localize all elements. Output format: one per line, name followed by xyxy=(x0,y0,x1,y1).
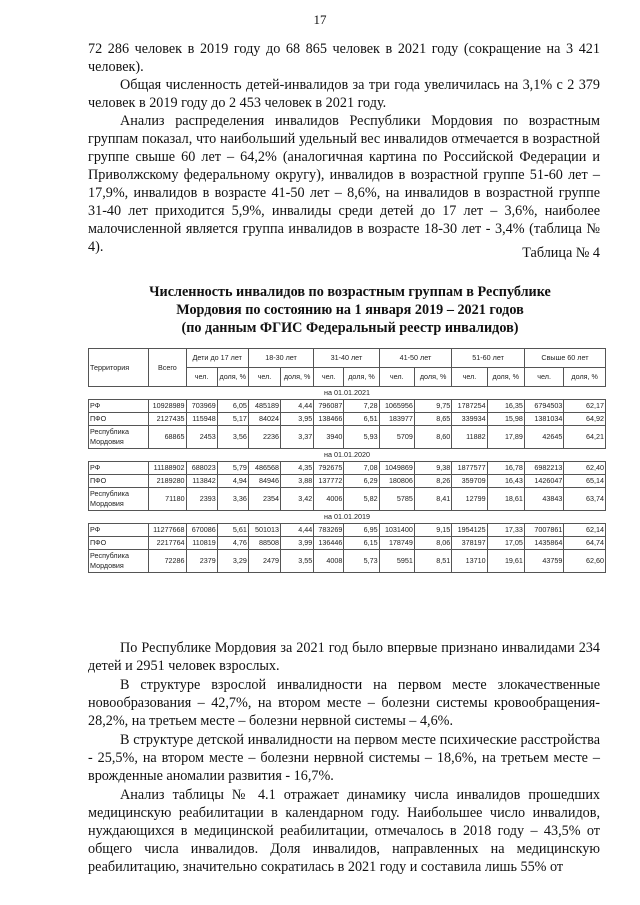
cell: 64,74 xyxy=(564,537,606,550)
paragraph-adult-structure: В структуре взрослой инвалидности на первом месте злокачественные новообразования – 42,7%, на втором месте – болезни системы кровообращения- 28,2%, на третьем месте – болезни нервной системы – 4,6%. xyxy=(88,677,600,729)
disability-age-table xyxy=(88,348,606,573)
cell: 16,35 xyxy=(487,400,524,413)
cell: 13710 xyxy=(452,550,487,573)
cell: 5709 xyxy=(379,426,414,449)
cell: 3,99 xyxy=(281,537,314,550)
cell: 1049869 xyxy=(379,462,414,475)
cell: 6982213 xyxy=(524,462,563,475)
cell: 43759 xyxy=(524,550,563,573)
cell-territory: ПФО xyxy=(89,537,149,550)
cell: 42645 xyxy=(524,426,563,449)
cell: 3,29 xyxy=(217,550,248,573)
page-number: 17 xyxy=(313,12,327,27)
cell: 6794503 xyxy=(524,400,563,413)
paragraph-rehabilitation: Анализ таблицы № 4.1 отражает динамику числа инвалидов прошедших медицинскую реабилитации в календарном году. Наибольшее число инвалидов, нуждающихся в медицинской реабилитации, отмечалось в 2018 году – 43,5% от общего числа инвалидов. Доля инвалидов, направленных на медицинскую реабилитацию, значительно сократилась в 2021 году и составила лишь 55% от xyxy=(88,787,600,875)
cell: 5,82 xyxy=(344,488,379,511)
cell-total: 2127435 xyxy=(149,413,186,426)
cell: 17,33 xyxy=(487,524,524,537)
cell: 62,60 xyxy=(564,550,606,573)
cell: 6,95 xyxy=(344,524,379,537)
cell: 796087 xyxy=(314,400,344,413)
subheader-count: чел. xyxy=(452,368,487,387)
paragraph-first-disability: По Республике Мордовия за 2021 год было впервые признано инвалидами 234 детей и 2951 человек взрослых. xyxy=(88,640,600,674)
cell: 4,76 xyxy=(217,537,248,550)
paragraph-age-analysis: Анализ распределения инвалидов Республики Мордовия по возрастным группам показал, что наибольший удельный вес инвалидов отмечается в возрастной группе свыше 60 лет – 64,2% (аналогичная картина по Российской Федерации и Приволжскому федеральному округу), инвалидов в возрастной группе 51-60 лет – 17,9%, инвалидов в возрасте 41-50 лет – 8,6%, на инвалидов в возрастной группе 31-40 лет приходится 5,9%, инвалиды среди детей до 17 лет – 3,6%, наиболее малочисленной является группа инвалидов в возрасте 18-30 лет - 3,4% (таблица № 4). xyxy=(88,113,600,255)
cell: 88508 xyxy=(248,537,280,550)
table-title-line-3: (по данным ФГИС Федеральный реестр инвалидов) xyxy=(181,320,519,336)
cell-territory: РФ xyxy=(89,524,149,537)
cell: 18,61 xyxy=(487,488,524,511)
header-group-41-50: 41-50 лет xyxy=(379,349,452,368)
cell: 3,55 xyxy=(281,550,314,573)
paragraph-child-structure: В структуре детской инвалидности на первом месте психические расстройства - 25,5%, на втором месте – болезни нервной системы – 18,6%, на третьем месте – врожденные аномалии развития - 16,7%. xyxy=(88,732,600,784)
cell: 138466 xyxy=(314,413,344,426)
cell: 6,51 xyxy=(344,413,379,426)
cell: 183977 xyxy=(379,413,414,426)
cell: 62,14 xyxy=(564,524,606,537)
cell: 16,78 xyxy=(487,462,524,475)
cell: 5,73 xyxy=(344,550,379,573)
subheader-share: доля, % xyxy=(564,368,606,387)
cell: 9,38 xyxy=(414,462,451,475)
cell: 501013 xyxy=(248,524,280,537)
cell: 5951 xyxy=(379,550,414,573)
cell: 1954125 xyxy=(452,524,487,537)
subheader-count: чел. xyxy=(248,368,280,387)
cell: 3940 xyxy=(314,426,344,449)
subheader-share: доля, % xyxy=(487,368,524,387)
cell: 688023 xyxy=(186,462,217,475)
cell: 3,56 xyxy=(217,426,248,449)
cell: 4,35 xyxy=(281,462,314,475)
subheader-count: чел. xyxy=(314,368,344,387)
cell: 4,44 xyxy=(281,524,314,537)
subheader-count: чел. xyxy=(186,368,217,387)
cell: 3,95 xyxy=(281,413,314,426)
table-row xyxy=(89,537,606,550)
cell: 2379 xyxy=(186,550,217,573)
cell: 670086 xyxy=(186,524,217,537)
cell: 6,29 xyxy=(344,475,379,488)
cell: 8,51 xyxy=(414,550,451,573)
header-group-18-30: 18-30 лет xyxy=(248,349,313,368)
cell: 17,89 xyxy=(487,426,524,449)
cell: 3,42 xyxy=(281,488,314,511)
cell: 1435864 xyxy=(524,537,563,550)
table-row xyxy=(89,462,606,475)
cell: 178749 xyxy=(379,537,414,550)
cell: 43843 xyxy=(524,488,563,511)
cell: 8,60 xyxy=(414,426,451,449)
cell: 7007861 xyxy=(524,524,563,537)
cell: 4008 xyxy=(314,550,344,573)
cell: 5,17 xyxy=(217,413,248,426)
cell: 19,61 xyxy=(487,550,524,573)
table-row xyxy=(89,426,606,449)
cell: 5,61 xyxy=(217,524,248,537)
cell: 65,14 xyxy=(564,475,606,488)
cell: 5,93 xyxy=(344,426,379,449)
cell: 12799 xyxy=(452,488,487,511)
cell: 2453 xyxy=(186,426,217,449)
table-title-line-1: Численность инвалидов по возрастным группам в Республике xyxy=(149,284,551,300)
header-group-over-60: Свыше 60 лет xyxy=(524,349,605,368)
cell: 3,37 xyxy=(281,426,314,449)
cell-total: 71180 xyxy=(149,488,186,511)
subheader-share: доля, % xyxy=(344,368,379,387)
cell-total: 68865 xyxy=(149,426,186,449)
cell-territory: Республика Мордовия xyxy=(89,488,149,511)
table-row xyxy=(89,524,606,537)
cell: 378197 xyxy=(452,537,487,550)
cell: 1426047 xyxy=(524,475,563,488)
cell: 7,08 xyxy=(344,462,379,475)
header-group-children: Дети до 17 лет xyxy=(186,349,248,368)
cell: 1381034 xyxy=(524,413,563,426)
cell: 7,28 xyxy=(344,400,379,413)
cell: 1065956 xyxy=(379,400,414,413)
cell-total: 10928989 xyxy=(149,400,186,413)
cell: 4,94 xyxy=(217,475,248,488)
header-group-51-60: 51-60 лет xyxy=(452,349,525,368)
cell: 3,36 xyxy=(217,488,248,511)
paragraph-reduction: 72 286 человек в 2019 году до 68 865 человек в 2021 году (сокращение на 3 421 человек). xyxy=(88,41,600,75)
cell: 63,74 xyxy=(564,488,606,511)
cell: 783269 xyxy=(314,524,344,537)
year-row-2019: на 01.01.2019 xyxy=(89,511,606,524)
cell: 339934 xyxy=(452,413,487,426)
header-group-31-40: 31-40 лет xyxy=(314,349,379,368)
cell: 6,05 xyxy=(217,400,248,413)
subheader-share: доля, % xyxy=(217,368,248,387)
cell: 5785 xyxy=(379,488,414,511)
cell: 9,15 xyxy=(414,524,451,537)
cell-total: 11188902 xyxy=(149,462,186,475)
cell: 9,75 xyxy=(414,400,451,413)
subheader-count: чел. xyxy=(379,368,414,387)
cell: 1877577 xyxy=(452,462,487,475)
cell: 3,88 xyxy=(281,475,314,488)
cell-territory: РФ xyxy=(89,400,149,413)
table-title-line-2: Мордовия по состоянию на 1 января 2019 – 2021 годов xyxy=(176,302,524,318)
cell: 2236 xyxy=(248,426,280,449)
cell: 84946 xyxy=(248,475,280,488)
cell: 8,26 xyxy=(414,475,451,488)
year-row-2021: на 01.01.2021 xyxy=(89,387,606,400)
year-row-2020: на 01.01.2020 xyxy=(89,449,606,462)
cell: 16,43 xyxy=(487,475,524,488)
cell: 2393 xyxy=(186,488,217,511)
cell-total: 2217764 xyxy=(149,537,186,550)
cell: 137772 xyxy=(314,475,344,488)
table-row xyxy=(89,550,606,573)
cell-total: 72286 xyxy=(149,550,186,573)
cell: 1031400 xyxy=(379,524,414,537)
cell: 4006 xyxy=(314,488,344,511)
header-total: Всего xyxy=(149,349,186,387)
cell: 62,40 xyxy=(564,462,606,475)
cell: 5,79 xyxy=(217,462,248,475)
cell: 136446 xyxy=(314,537,344,550)
subheader-share: доля, % xyxy=(281,368,314,387)
cell-territory: Республика Мордовия xyxy=(89,550,149,573)
table-title xyxy=(100,283,600,337)
cell: 11882 xyxy=(452,426,487,449)
cell: 64,21 xyxy=(564,426,606,449)
cell: 8,65 xyxy=(414,413,451,426)
cell: 180806 xyxy=(379,475,414,488)
cell: 64,92 xyxy=(564,413,606,426)
cell: 15,98 xyxy=(487,413,524,426)
cell-territory: РФ xyxy=(89,462,149,475)
table-row xyxy=(89,488,606,511)
cell: 6,15 xyxy=(344,537,379,550)
table-caption: Таблица № 4 xyxy=(522,245,600,261)
cell: 2479 xyxy=(248,550,280,573)
cell-total: 2189280 xyxy=(149,475,186,488)
cell: 1787254 xyxy=(452,400,487,413)
table-row xyxy=(89,400,606,413)
cell-total: 11277668 xyxy=(149,524,186,537)
cell: 110819 xyxy=(186,537,217,550)
cell-territory: ПФО xyxy=(89,475,149,488)
cell: 115948 xyxy=(186,413,217,426)
cell: 62,17 xyxy=(564,400,606,413)
table-row xyxy=(89,413,606,426)
cell: 486568 xyxy=(248,462,280,475)
cell: 113842 xyxy=(186,475,217,488)
cell: 485189 xyxy=(248,400,280,413)
subheader-count: чел. xyxy=(524,368,563,387)
cell-territory: ПФО xyxy=(89,413,149,426)
cell: 703969 xyxy=(186,400,217,413)
paragraph-children-total: Общая численность детей-инвалидов за три года увеличилась на 3,1% с 2 379 человек в 2019 году до 2 453 человек в 2021 году. xyxy=(88,77,600,111)
subheader-share: доля, % xyxy=(414,368,451,387)
cell: 84024 xyxy=(248,413,280,426)
header-territory: Территория xyxy=(89,349,149,387)
cell: 8,41 xyxy=(414,488,451,511)
cell: 2354 xyxy=(248,488,280,511)
cell-territory: Республика Мордовия xyxy=(89,426,149,449)
cell: 8,06 xyxy=(414,537,451,550)
cell: 17,05 xyxy=(487,537,524,550)
table-row xyxy=(89,475,606,488)
cell: 792675 xyxy=(314,462,344,475)
cell: 359709 xyxy=(452,475,487,488)
cell: 4,44 xyxy=(281,400,314,413)
